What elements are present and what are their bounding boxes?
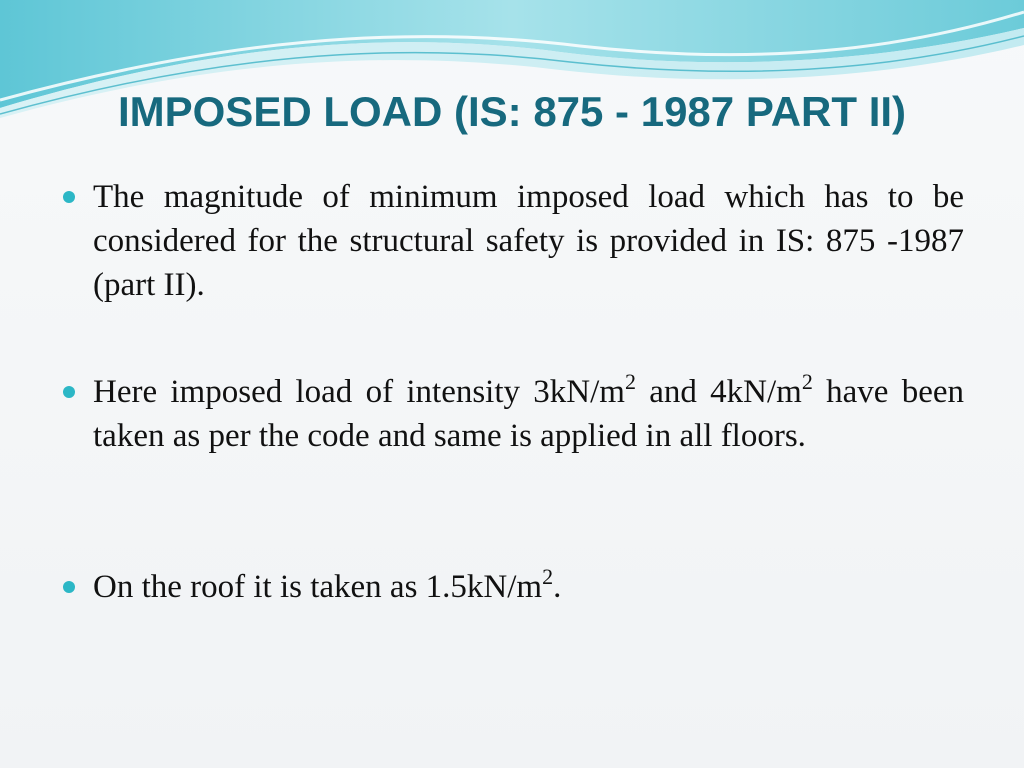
slide-title: IMPOSED LOAD (IS: 875 - 1987 PART II): [117, 88, 907, 135]
bullet-text-part: On the roof it is taken as 1.5kN/m: [93, 569, 543, 605]
bullet-text-part: Here imposed load of intensity 3kN/m: [93, 374, 625, 410]
bullet-dot-icon: [63, 386, 75, 398]
bullet-item: [62, 175, 964, 370]
superscript: 2: [801, 369, 813, 394]
bullet-list: [62, 175, 964, 609]
bullet-dot-icon: [63, 191, 75, 203]
bullet-item: [62, 565, 964, 609]
bullet-dot-icon: [63, 581, 75, 593]
bullet-text-part: and 4kN/m: [635, 374, 802, 410]
bullet-item: [62, 370, 964, 565]
bullet-text: The magnitude of minimum imposed load which has to be considered for the structural safety is provided in IS: 875 -1987 (part II).: [93, 179, 964, 303]
superscript: 2: [624, 369, 636, 394]
superscript: 2: [542, 564, 554, 589]
bullet-text-part: have been taken as per the code and same is applied in all floors.: [93, 374, 964, 454]
bullet-text-part: .: [553, 569, 562, 605]
